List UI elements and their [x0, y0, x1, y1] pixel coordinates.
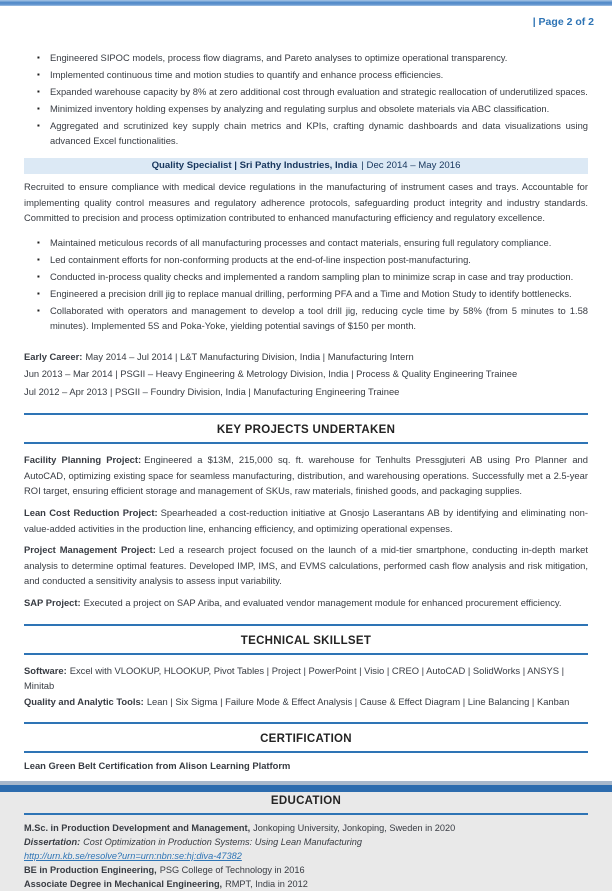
early-career-entry: Jun 2013 – Mar 2014 | PSGII – Heavy Engineering & Metrology Division, India | Process & Quality Engineering Trainee: [24, 368, 518, 380]
degree-detail: PSG College of Technology in 2016: [159, 864, 305, 875]
bullet-item: ▪ Conducted in-process quality checks and implemented a random sampling plan to minimize scrap in case and tray production.: [24, 269, 588, 284]
project-paragraph: [24, 595, 588, 611]
section-header-technical-skillset: [24, 624, 588, 655]
education-entry: [24, 878, 588, 891]
bullet-item: ▪ Collaborated with operators and management to develop a tool drill jig, reducing cycle time by 58% (from 5 minutes to 1.58 minutes). Implemented 5S and Poka-Yoke, yielding potential savings of $150 per month.: [24, 303, 588, 333]
project-paragraph: [24, 542, 588, 589]
bullet-item: ▪ Minimized inventory holding expenses by analyzing and regulating surplus and obsolete materials via ABC classification.: [24, 101, 588, 116]
skill-row: [24, 694, 588, 710]
project-text: Spearheaded a cost-reduction initiative at Gnosjo Laserantans AB by identifying and eliminating non-value-added activities in the production line, enhancing efficiency, and optimizing operational expenses.: [24, 507, 588, 534]
bullet-item: ▪ Expanded warehouse capacity by 8% at zero additional cost through evaluation and strategic reallocation of underutilized spaces.: [24, 84, 588, 99]
bullet-item: ▪ Engineered a precision drill jig to replace manual drilling, performing PFA and a Time and Motion Study to identify bottlenecks.: [24, 286, 588, 301]
section-header-certification: [24, 722, 588, 753]
project-text: Engineered a $13M, 215,000 sq. ft. warehouse for Tenhults Pressgjuteri AB using Pro Planner and AutoCAD, optimizing existing space for seamless manufacturing, distribution, and warehousing operations. Successfully met a 2.5-year ROI target, ensuring efficient storage and management of SKUs, raw materials, finished goods, and packaging supplies.: [24, 454, 588, 497]
skill-row-label: Quality and Analytic Tools:: [24, 695, 144, 707]
section-title: KEY PROJECTS UNDERTAKEN: [216, 424, 396, 437]
education-entry: [24, 864, 588, 878]
project-paragraph: [24, 505, 588, 536]
certification-line: Lean Green Belt Certification from Alison Learning Platform: [24, 760, 291, 772]
skill-row-text: Lean | Six Sigma | Failure Mode & Effect Analysis | Cause & Effect Diagram | Line Balancing | Kanban: [146, 695, 570, 707]
bullet-item: ▪ Engineered SIPOC models, process flow diagrams, and Pareto analyses to optimize operational transparency.: [24, 50, 588, 65]
section-header-key-projects: [24, 413, 588, 444]
project-paragraph: [24, 452, 588, 499]
degree-name: BE in Production Engineering,: [24, 864, 157, 875]
early-career-block: [24, 348, 588, 401]
skill-row-text: Excel with VLOOKUP, HLOOKUP, Pivot Tables | Project | PowerPoint | Visio | CREO | AutoCAD | SolidWorks | ANSYS | Minitab: [24, 664, 565, 692]
skill-row-label: Software:: [24, 664, 67, 676]
skill-row: [24, 663, 588, 694]
job-summary: Recruited to ensure compliance with medical device regulations in the manufacturing of instrument cases and trays. Accountable for implementing quality control measures and regulatory adherence protocols, safeguarding product integrity and industry standards. Committed to precision and process optimization contributed to enhanced manufacturing efficiency and regulatory excellence.: [24, 181, 588, 224]
page-content: [0, 50, 612, 891]
previous-role-bullet-list: [24, 50, 588, 148]
key-projects-body: [24, 452, 588, 610]
project-label: Facility Planning Project:: [24, 454, 142, 466]
bullet-item: ▪ Led containment efforts for non-conforming products at the end-of-line inspection post-manufacturing.: [24, 252, 588, 267]
job-header-bar: [24, 158, 588, 174]
bullet-item: ▪ Aggregated and scrutinized key supply chain metrics and KPIs, crafting dynamic dashboards and data visualizations using advanced Excel functionalities.: [24, 118, 588, 148]
project-text: Led a research project focused on the launch of a mid-tier smartphone, conducting in-depth market analysis to determine optimal features. Developed IMP, IMS, and EVMS calculations, performed cash flow analysis and risk mitigation, and conducted a sensitivity analysis to assess input variability.: [24, 544, 588, 587]
dissertation-title: Cost Optimization in Production Systems: Using Lean Manufacturing: [83, 837, 362, 848]
degree-name: Associate Degree in Mechanical Engineering,: [24, 878, 223, 889]
early-career-line: [24, 348, 588, 366]
early-career-entry: May 2014 – Jul 2014 | L&T Manufacturing Division, India | Manufacturing Intern: [85, 350, 414, 362]
quality-role-bullet-list: [24, 235, 588, 333]
job-dates: | Dec 2014 – May 2016: [361, 160, 461, 171]
section-title: CERTIFICATION: [260, 733, 352, 746]
early-career-label: Early Career:: [24, 350, 83, 362]
technical-skillset-body: [24, 663, 588, 710]
dissertation-link[interactable]: http://urn.kb.se/resolve?urn=urn:nbn:se:hj:diva-47382: [24, 851, 242, 861]
bullet-item: ▪ Implemented continuous time and motion studies to quantify and enhance process efficiencies.: [24, 67, 588, 82]
early-career-entry: Jul 2012 – Apr 2013 | PSGII – Foundry Division, India | Manufacturing Engineering Trainee: [24, 385, 400, 397]
dissertation-entry: [24, 836, 588, 850]
dissertation-link-row: [24, 850, 588, 864]
section-title: EDUCATION: [270, 795, 342, 808]
page-number: | Page 2 of 2: [532, 16, 594, 28]
degree-detail: RMPT, India in 2012: [225, 878, 308, 889]
job-title: Quality Specialist | Sri Pathy Industries, India: [151, 160, 358, 171]
education-entry: [24, 822, 588, 836]
project-text: Executed a project on SAP Ariba, and evaluated vendor management module for enhanced procurement efficiency.: [83, 597, 562, 609]
bullet-item: ▪ Maintained meticulous records of all manufacturing processes and contact materials, ensuring full regulatory compliance.: [24, 235, 588, 250]
section-title: TECHNICAL SKILLSET: [240, 634, 372, 647]
degree-detail: Jonkoping University, Jonkoping, Sweden in 2020: [253, 823, 456, 834]
education-body: [24, 822, 588, 891]
bottom-accent-bar: [0, 781, 612, 792]
degree-name: M.Sc. in Production Development and Management,: [24, 823, 251, 834]
project-label: SAP Project:: [24, 597, 81, 609]
top-accent-bar: [0, 0, 612, 6]
dissertation-label: Dissertation:: [24, 837, 81, 848]
project-label: Project Management Project:: [24, 544, 156, 556]
project-label: Lean Cost Reduction Project:: [24, 507, 158, 519]
